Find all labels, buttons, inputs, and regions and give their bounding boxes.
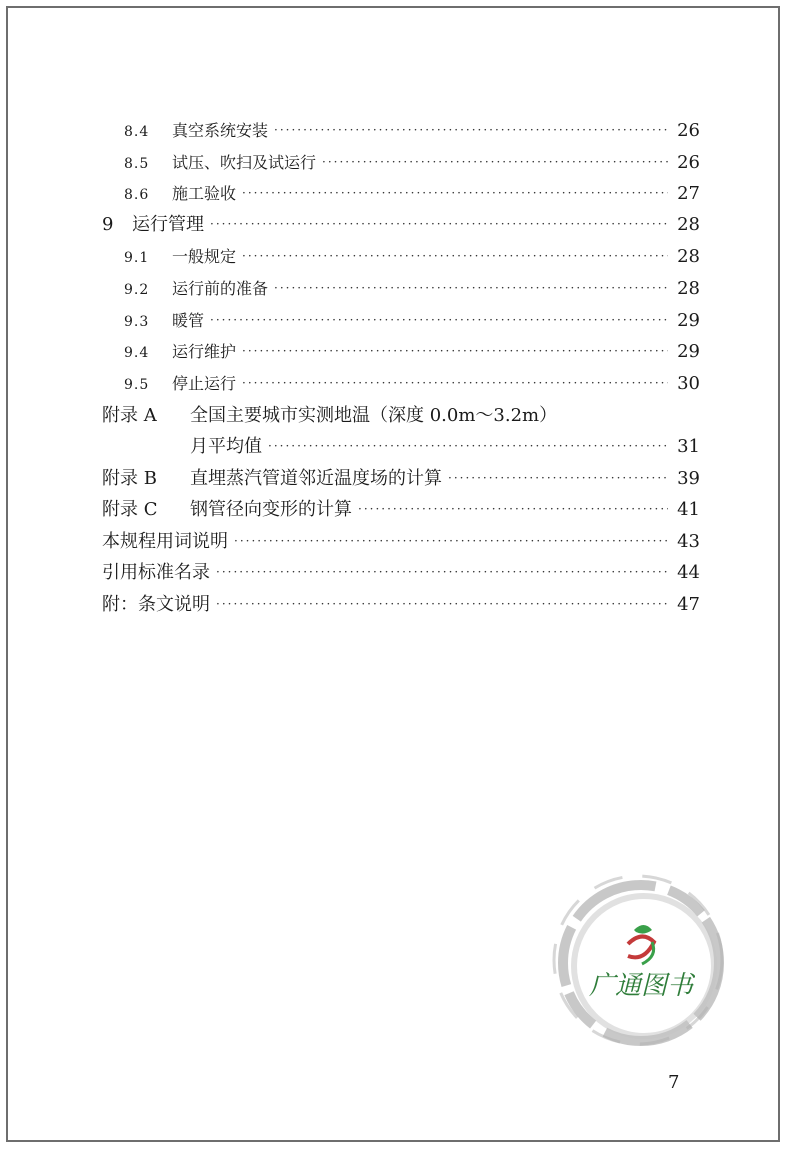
toc-title: 一般规定 xyxy=(172,247,237,266)
toc-entry-9-3 xyxy=(124,306,700,336)
toc-title: 引用标准名录 xyxy=(102,562,210,583)
toc-number: 附录 B xyxy=(102,468,157,489)
toc-page: 28 xyxy=(677,278,700,299)
toc-title: 运行前的准备 xyxy=(172,279,269,298)
toc-title: 附：条文说明 xyxy=(102,594,210,615)
toc-entry-appendix-a-continued xyxy=(102,432,700,462)
toc-leader-dots xyxy=(448,463,668,493)
toc-entry-9-5 xyxy=(124,369,700,399)
toc-title: 钢管径向变形的计算 xyxy=(190,499,352,520)
toc-page: 26 xyxy=(677,152,700,173)
toc-page: 29 xyxy=(677,310,700,331)
toc-leader-dots xyxy=(216,589,668,619)
toc-entry-9-4 xyxy=(124,337,700,367)
toc-leader-dots xyxy=(274,273,668,303)
toc-leader-dots xyxy=(216,557,668,587)
toc-entry-terms xyxy=(102,527,700,557)
toc-number: 8.4 xyxy=(124,124,150,140)
toc-number: 8.5 xyxy=(124,156,150,172)
toc-page: 27 xyxy=(677,183,700,204)
toc-entry-9-2 xyxy=(124,274,700,304)
toc-leader-dots xyxy=(268,431,668,461)
toc-title: 本规程用词说明 xyxy=(102,531,228,552)
toc-leader-dots xyxy=(242,241,668,271)
toc-number: 9.3 xyxy=(124,314,150,330)
toc-page: 26 xyxy=(677,120,700,141)
toc-number: 9.4 xyxy=(124,345,150,361)
toc-leader-dots xyxy=(210,305,668,335)
toc-page: 39 xyxy=(677,468,700,489)
toc-title: 全国主要城市实测地温（深度 0.0m～3.2m） xyxy=(190,405,558,426)
toc-leader-dots xyxy=(234,526,668,556)
toc-page: 31 xyxy=(677,436,700,457)
toc-page: 28 xyxy=(677,214,700,235)
toc-number: 8.6 xyxy=(124,187,150,203)
toc-title: 暖管 xyxy=(172,311,205,330)
toc-entry-appendix-b xyxy=(102,464,700,494)
toc-entry-appendix-c xyxy=(102,495,700,525)
toc-title: 真空系统安装 xyxy=(172,121,269,140)
toc-number: 9.2 xyxy=(124,282,150,298)
toc-number: 9 xyxy=(102,214,114,235)
toc-page: 30 xyxy=(677,373,700,394)
toc-number: 9.5 xyxy=(124,377,150,393)
toc-page: 29 xyxy=(677,341,700,362)
toc-leader-dots xyxy=(242,336,668,366)
toc-title: 施工验收 xyxy=(172,184,237,203)
toc-number: 附录 C xyxy=(102,499,158,520)
toc-leader-dots xyxy=(358,494,668,524)
toc-title: 试压、吹扫及试运行 xyxy=(172,153,317,172)
publisher-stamp-logo xyxy=(552,868,730,1058)
toc-leader-dots xyxy=(242,368,668,398)
toc-title: 运行管理 xyxy=(132,214,204,235)
toc-entry-appendix-a xyxy=(102,401,700,431)
toc-number: 附录 A xyxy=(102,405,157,426)
toc-entry-9-1 xyxy=(124,242,700,272)
toc-title: 直埋蒸汽管道邻近温度场的计算 xyxy=(190,468,442,489)
toc-entry-8-4 xyxy=(124,116,700,146)
toc-title: 停止运行 xyxy=(172,374,237,393)
toc-page: 28 xyxy=(677,246,700,267)
toc-title-continued: 月平均值 xyxy=(190,436,262,457)
toc-leader-dots xyxy=(274,115,668,145)
toc-page: 47 xyxy=(677,594,700,615)
page-number: 7 xyxy=(668,1072,680,1093)
toc-entry-9 xyxy=(102,210,700,240)
toc-number: 9.1 xyxy=(124,250,150,266)
toc-page: 43 xyxy=(677,531,700,552)
toc-entry-8-5 xyxy=(124,148,700,178)
toc-entry-8-6 xyxy=(124,179,700,209)
toc-page: 41 xyxy=(677,499,700,520)
toc-leader-dots xyxy=(322,147,668,177)
toc-leader-dots xyxy=(210,209,668,239)
toc-leader-dots xyxy=(242,178,668,208)
toc-page: 44 xyxy=(677,562,700,583)
stamp-text: 广通图书 xyxy=(588,971,694,1001)
toc-title: 运行维护 xyxy=(172,342,237,361)
toc-entry-explanation xyxy=(102,590,700,620)
toc-entry-references xyxy=(102,558,700,588)
